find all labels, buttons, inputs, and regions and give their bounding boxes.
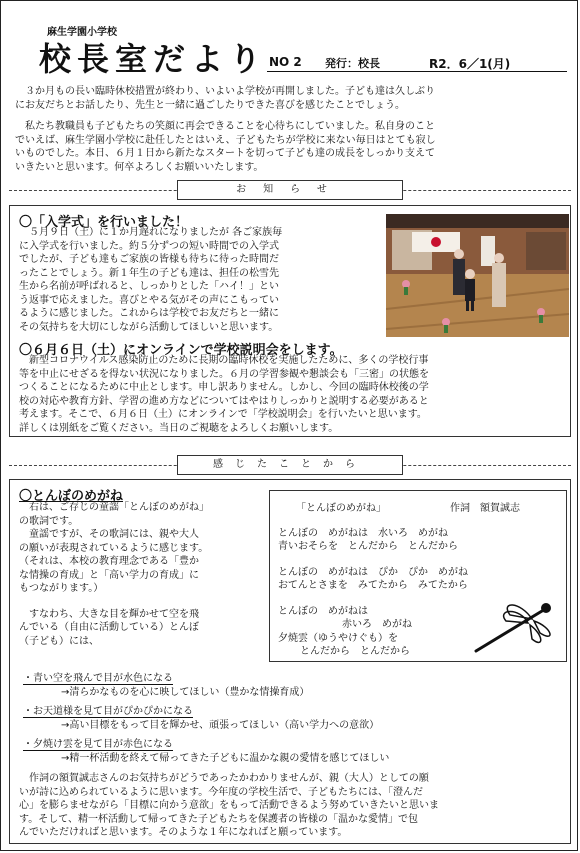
text-line: の願いが表現されているように感じます。: [19, 542, 209, 554]
text-line: その気持ちを大切にしながら活動してほしいと思います。: [19, 321, 279, 333]
text-line: な情操の育成」と「高い学力の育成」に: [19, 569, 199, 581]
text-line: 作詞の額賀誠志さんのお気持ちがどうであったかわかりませんが、親（大人）としての願: [19, 773, 429, 784]
entrance-ceremony-title: 〇「入学式」を行いました！: [19, 215, 189, 230]
dragonfly-text: [19, 501, 267, 648]
text-line: すなわち、大きな目を輝かせて空を飛: [19, 608, 199, 620]
poem-line: とんぼの めがねは 水いろ めがね: [278, 528, 448, 539]
text-line: でしたが、子ども達もご家族の皆様も待ちに待った時間だ: [19, 254, 279, 265]
text-line: [19, 596, 267, 608]
online-briefing-text: [19, 354, 569, 435]
publisher: 発行：校長: [325, 57, 380, 70]
feelings-heading: 感じたことから: [177, 455, 403, 475]
closing-text: [19, 772, 569, 840]
poem-line: とんぼの めがねは ぴか ぴか めがね: [278, 567, 468, 578]
text-line: 心」を膨らませながら「目標に向かう意欲」をもって活動できるよう努めていきたいと思いま: [19, 800, 439, 811]
text-line: んでいる（自由に活動している）とんぼ: [19, 622, 199, 633]
poem-line: 青いおそらを とんだから とんだから: [278, 541, 458, 552]
newsletter-title: 校長室だより: [39, 40, 268, 78]
text-line: ったことでしょう。新１年生の子ども達は、担任の松雪先: [19, 267, 279, 279]
text-line: 校の対応や教育方針、学習の進め方などについてはやはりしっかりと説明する必要があると: [19, 395, 429, 407]
text-line: 右は、ご存じの童謡「とんぼのめがね」: [19, 502, 209, 513]
bullet-head: ・青い空を飛んで目が水色になる: [23, 673, 173, 684]
poem-line: 赤いろ めがね: [342, 619, 412, 630]
poem-line: とんぼの めがねは: [278, 606, 368, 617]
entrance-ceremony-text: [19, 226, 381, 334]
text-line: に入学式を行いました。約５分ずつの短い時間での入学式: [19, 240, 279, 252]
text-line: もつながります。）: [19, 583, 104, 594]
poem-line: おてんとさまを みてたから みてたから: [278, 580, 468, 591]
intro-line: にお友だちとお話したり、先生と一緒に過ごしたりできた喜びを感じたことでしょう。: [15, 99, 405, 111]
poem-author: 作詞 額賀誠志: [450, 503, 520, 514]
poem-box: [269, 490, 567, 662]
online-briefing-title: 〇６月６日（土）にオンラインで学校説明会をします。: [19, 343, 343, 358]
bullet-head: ・夕焼け雲を見て目が赤色になる: [23, 739, 173, 750]
intro-line: でいえば、麻生学園小学校に赴任したとはいえ、子どもたちが学校に来ない毎日はとても寂し: [15, 134, 436, 146]
intro-line: いきたいと思います。何卒よろしくお願いいたします。: [15, 161, 264, 173]
dragonfly-icon: [470, 599, 560, 657]
notice-heading: お知らせ: [177, 180, 403, 200]
text-line: んでいただければと思います。そのような１年になればと願っています。: [19, 827, 348, 838]
text-line: の歌詞です。: [19, 515, 79, 527]
text-line: う返事で応えました。喜びとやる気がその声にこもってい: [19, 294, 279, 306]
intro-line: ３か月もの長い臨時休校措置が終わり、いよいよ学校が再開しました。子ども達は久しぶり: [15, 86, 435, 97]
intro-line: 私たち教職員も子どもたちの笑顔に再会できることを心待ちにしていました。私自身のこと: [15, 121, 435, 132]
bullet-sub: →高い目標をもって目を輝かせ、頑張ってほしい（高い学力への意欲）: [61, 720, 380, 731]
school-name: 麻生学園小学校: [47, 27, 117, 38]
text-line: 新型コロナウイルス感染防止のために長期の臨時休校を実施したために、多くの学校行事: [19, 355, 429, 366]
issue-date: R2．6／1(月): [429, 57, 511, 71]
dragonfly-title: 〇とんぼのめがね: [19, 489, 124, 504]
text-line: 生から名前が呼ばれると、しっかりとした「ハイ！」とい: [19, 281, 279, 292]
intro-text: [15, 85, 571, 174]
text-line: いが詩に込められているように思います。今年度の学校生活で、子どもたちには、「澄んだ: [19, 786, 423, 798]
text-line: 等を中止にせざるを得ない状況になりました。６月の学習参観や懇談会も「三密」の状態を: [19, 368, 429, 380]
text-line: ５月９日（土）に１か月遅れになりましたが 各ご家族毎: [19, 227, 283, 238]
bullet-sub: →精一杯活動を終えて帰ってきた子どもに温かな親の愛情を感じてほしい: [61, 753, 390, 764]
text-line: 童謡ですが、その歌詞には、親や大人: [19, 529, 199, 540]
text-line: つくることになるために中止とします。申し訳ありません。しかし、今回の臨時休校後の学: [19, 382, 429, 393]
intro-line: いものでした。本日、６月１日から新たなスタートを切って子ども達の成長をしっかり支えて: [15, 148, 435, 159]
bullet-head: ・お天道様を見て目がぴかぴかになる: [23, 706, 193, 717]
intro-line: [15, 112, 571, 120]
text-line: るように感じました。これからは学校でお友だちと一緒に: [19, 308, 279, 319]
text-line: （子ども）には、: [19, 635, 99, 647]
poem-line: 夕焼雲（ゆうやけぐも）を: [278, 633, 398, 644]
ceremony-illustration: [386, 214, 569, 337]
poem-title: 「とんぼのめがね」: [296, 503, 386, 514]
poem-line: とんだから とんだから: [300, 646, 410, 657]
header-rule: [267, 71, 567, 72]
bullet-sub: →清らかなものを心に映してほしい（豊かな情操育成）: [61, 687, 310, 698]
text-line: （それは、本校の教育理念である「豊か: [19, 556, 199, 567]
issue-number: NO 2: [269, 55, 302, 69]
entrance-ceremony-photo: [386, 214, 569, 337]
text-line: 考えます。そこで、６月６日（土）にオンラインで「学校説明会」を行いたいと思います。: [19, 409, 427, 420]
text-line: す。そして、精一杯活動して帰ってきた子どもたちを保護者の皆様の「温かな愛情」で包: [19, 813, 418, 825]
text-line: 詳しくは別紙をご覧ください。当日のご視聴をよろしくお願いします。: [19, 422, 339, 434]
